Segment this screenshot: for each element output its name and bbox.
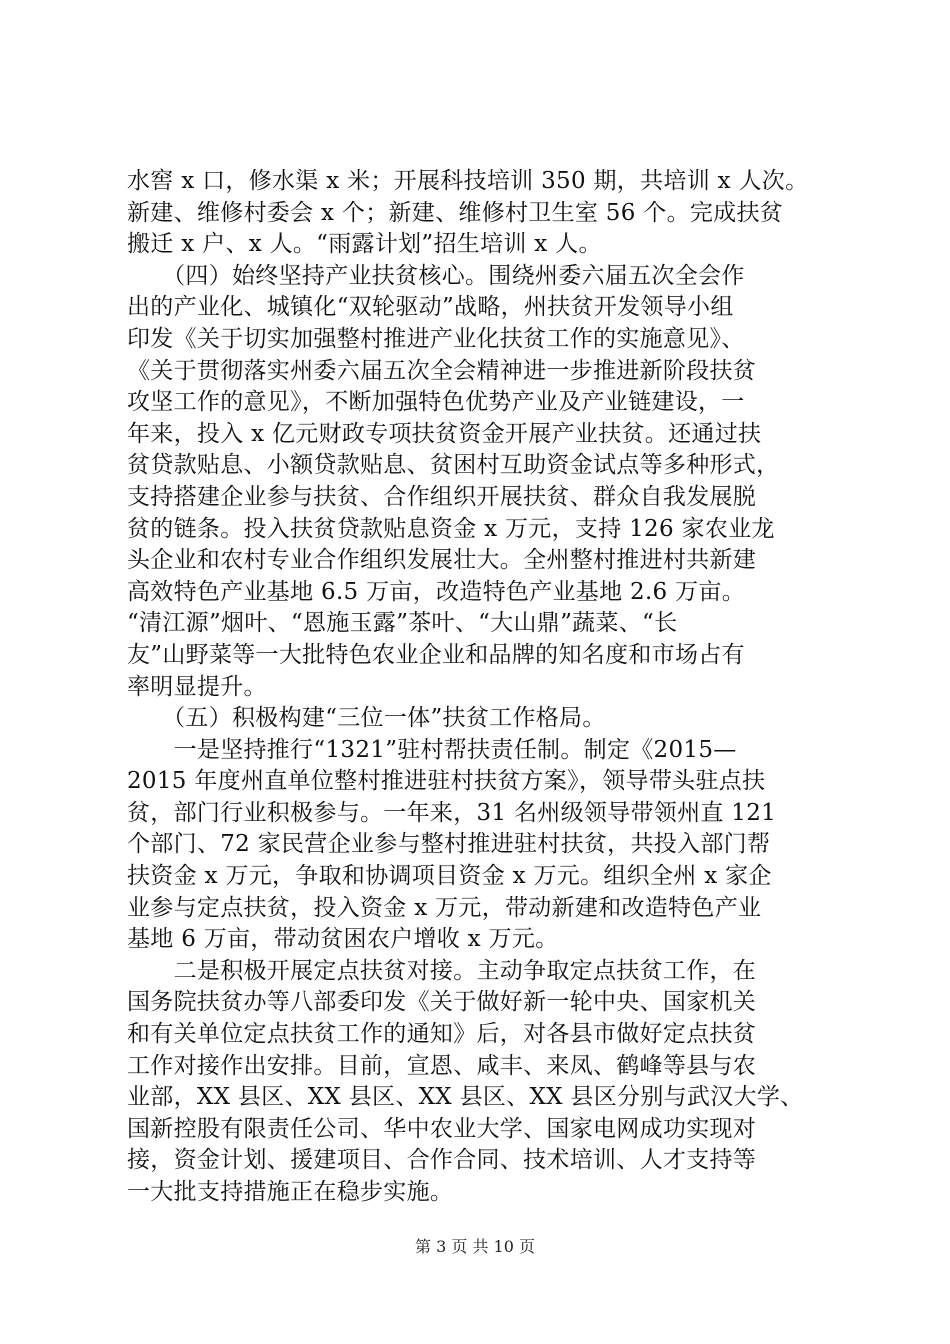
text-line: 一是坚持推行“1321”驻村帮扶责任制。制定《2015— (127, 736, 737, 763)
text-line: 印发《关于切实加强整村推进产业化扶贫工作的实施意见》、 (127, 325, 745, 352)
body-text (127, 166, 837, 1209)
text-line: 一大批支持措施正在稳步实施。 (127, 1179, 454, 1205)
text-line: 和有关单位定点扶贫工作的通知》后，对各县市做好定点扶贫 (127, 1021, 757, 1048)
text-line: 业部，XX 县区、XX 县区、XX 县区、XX 县区分别与武汉大学、 (127, 1084, 804, 1111)
text-line: 国务院扶贫办等八部委印发《关于做好新一轮中央、国家机关 (127, 989, 757, 1016)
text-line: 出的产业化、城镇化“双轮驱动”战略，州扶贫开发领导小组 (127, 294, 734, 321)
text-line: 二是积极开展定点扶贫对接。主动争取定点扶贫工作，在 (127, 957, 757, 984)
text-line: 国新控股有限责任公司、华中农业大学、国家电网成功实现对 (127, 1115, 757, 1142)
text-line: “清江源”烟叶、“恩施玉露”茶叶、“大山鼎”蔬菜、“长 (127, 610, 678, 637)
text-line: 年来，投入 x 亿元财政专项扶贫资金开展产业扶贫。还通过扶 (127, 420, 762, 447)
text-line: 2015 年度州直单位整村推进驻村扶贫方案》，领导带头驻点扶 (127, 768, 766, 795)
text-line: （五）积极构建“三位一体”扶贫工作格局。 (127, 705, 606, 732)
text-line: 高效特色产业基地 6.5 万亩，改造特色产业基地 2.6 万亩。 (127, 578, 745, 605)
text-line: 新建、维修村委会 x 个；新建、维修村卫生室 56 个。完成扶贫 (127, 199, 784, 226)
text-line: 基地 6 万亩，带动贫困农户增收 x 万元。 (127, 926, 559, 953)
text-line: 率明显提升。 (127, 673, 267, 700)
text-line: 贫，部门行业积极参与。一年来，31 名州级领导带领州直 121 (127, 799, 777, 826)
text-line: 支持搭建企业参与扶贫、合作组织开展扶贫、群众自我发展脱 (127, 483, 757, 510)
text-line: 友”山野菜等一大批特色农业企业和品牌的知名度和市场占有 (127, 641, 745, 668)
text-line: 业参与定点扶贫，投入资金 x 万元，带动新建和改造特色产业 (127, 894, 762, 921)
text-line: 贫贷款贴息、小额贷款贴息、贫困村互助资金试点等多种形式， (127, 452, 780, 479)
text-line: 《关于贯彻落实州委六届五次全会精神进一步推进新阶段扶贫 (127, 357, 757, 384)
text-line: 攻坚工作的意见》，不断加强特色优势产业及产业链建设，一 (127, 389, 745, 416)
text-line: 个部门、72 家民营企业参与整村推进驻村扶贫，共投入部门帮 (127, 831, 771, 858)
text-line: 头企业和农村专业合作组织发展壮大。全州整村推进村共新建 (127, 547, 757, 574)
text-line: （四）始终坚持产业扶贫核心。围绕州委六届五次全会作 (127, 262, 745, 289)
text-line: 扶资金 x 万元，争取和协调项目资金 x 万元。组织全州 x 家企 (127, 863, 772, 890)
text-line: 水窖 x 口，修水渠 x 米；开展科技培训 350 期，共培训 x 人次。 (127, 168, 809, 194)
text-line: 接，资金计划、援建项目、合作合同、技术培训、人才支持等 (127, 1147, 757, 1174)
text-line: 工作对接作出安排。目前，宣恩、咸丰、来凤、鹤峰等县与农 (127, 1052, 757, 1079)
page-footer: 第 3 页 共 10 页 (415, 1237, 535, 1256)
text-line: 贫的链条。投入扶贫贷款贴息资金 x 万元，支持 126 家农业龙 (127, 515, 775, 542)
text-line: 搬迁 x 户、x 人。“雨露计划”招生培训 x 人。 (127, 231, 602, 258)
